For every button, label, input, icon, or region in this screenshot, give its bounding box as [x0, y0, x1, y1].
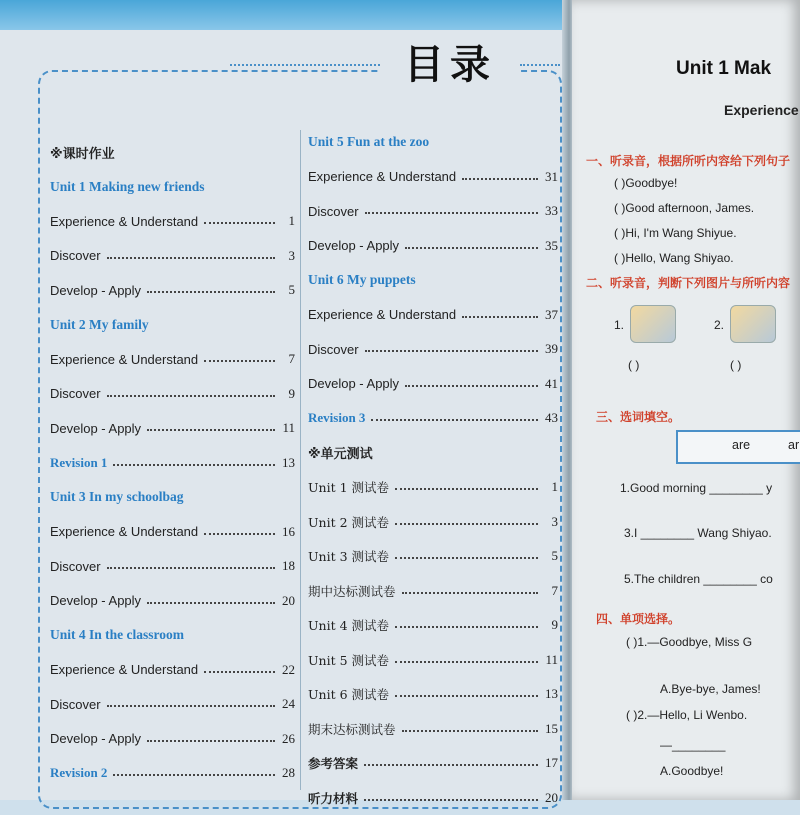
toc-leader-dots	[402, 592, 538, 594]
question-4-heading: 四、单项选择。	[596, 610, 680, 627]
q4-blank: —________	[660, 738, 725, 752]
toc-entry	[308, 539, 558, 574]
toc-entry-label: 期末达标测试卷	[308, 720, 396, 738]
toc-entry-label: Unit 1 Making new friends	[50, 179, 205, 195]
toc-entry-label: Unit 4 In the classroom	[50, 627, 184, 643]
toc-leader-dots	[395, 661, 538, 663]
toc-entry	[50, 618, 295, 653]
toc-entry-label: Experience & Understand	[308, 307, 456, 322]
q3-item: 5.The children ________ co	[624, 572, 773, 586]
toc-entry-label: Develop - Apply	[308, 238, 399, 253]
toc-entry	[308, 125, 558, 160]
toc-leader-dots	[395, 488, 538, 490]
q4-item: ( )2.—Hello, Li Wenbo.	[626, 708, 747, 722]
toc-leader-dots	[462, 316, 538, 318]
toc-leader-dots	[462, 178, 538, 180]
word-bank-word: ar	[788, 438, 799, 452]
toc-entry-label: Discover	[50, 559, 101, 574]
toc-leader-dots	[395, 626, 538, 628]
q3-item: 3.I ________ Wang Shiyao.	[624, 526, 772, 540]
toc-entry-label: Revision 2	[50, 765, 107, 781]
toc-entry	[50, 722, 295, 757]
toc-page-number: 3	[544, 514, 558, 530]
toc-page-number: 39	[544, 341, 558, 357]
q4-option: A.Goodbye!	[660, 764, 723, 778]
toc-title-wrap	[380, 40, 520, 90]
toc-entry	[50, 170, 295, 205]
toc-entry-label: Develop - Apply	[50, 731, 141, 746]
title-dotted-line-left	[230, 64, 380, 68]
toc-entry-label: Unit 4 测试卷	[308, 616, 389, 634]
toc-entry	[50, 273, 295, 308]
toc-page-number: 37	[544, 307, 558, 323]
toc-entry-label: Discover	[50, 248, 101, 263]
toc-entry	[50, 342, 295, 377]
toc-entry-label: Revision 3	[308, 410, 365, 426]
toc-page-number: 7	[281, 351, 295, 367]
column-divider	[300, 130, 301, 790]
picture-2	[730, 305, 776, 343]
toc-page-number: 17	[544, 755, 558, 771]
q1-item: ( )Hi, I'm Wang Shiyue.	[614, 226, 737, 240]
q1-item: ( )Goodbye!	[614, 176, 677, 190]
toc-page-number: 11	[281, 420, 295, 436]
toc-entry	[50, 377, 295, 412]
toc-page-number: 11	[544, 652, 558, 668]
q2-answer-paren: ( )	[628, 358, 639, 372]
question-2-heading: 二、听录音，判断下列图片与所听内容	[586, 274, 790, 291]
toc-leader-dots	[204, 360, 275, 362]
toc-entry	[308, 470, 558, 505]
toc-leader-dots	[113, 464, 275, 466]
toc-page-number: 18	[281, 558, 295, 574]
toc-entry	[308, 505, 558, 540]
toc-leader-dots	[395, 695, 538, 697]
toc-entry	[308, 746, 558, 781]
toc-entry-label: Unit 2 My family	[50, 317, 149, 333]
toc-entry	[308, 298, 558, 333]
toc-page-number: 20	[281, 593, 295, 609]
toc-entry	[308, 781, 558, 815]
toc-entry	[50, 515, 295, 550]
toc-entry-label: Revision 1	[50, 455, 107, 471]
toc-leader-dots	[147, 740, 275, 742]
toc-page-number: 9	[281, 386, 295, 402]
toc-page-number: 3	[281, 248, 295, 264]
toc-page-number: 16	[281, 524, 295, 540]
toc-entry	[50, 446, 295, 481]
toc-leader-dots	[402, 730, 538, 732]
toc-page-number: 1	[544, 479, 558, 495]
toc-entry	[308, 643, 558, 678]
toc-leader-dots	[147, 291, 275, 293]
toc-entry	[308, 574, 558, 609]
toc-page-number: 22	[281, 662, 295, 678]
toc-entry	[308, 677, 558, 712]
toc-leader-dots	[113, 774, 275, 776]
toc-entry-label: Unit 3 测试卷	[308, 547, 389, 565]
toc-page-number: 15	[544, 721, 558, 737]
toc-entry-label: 听力材料	[308, 789, 358, 807]
toc-entry-label: ※单元测试	[308, 443, 373, 462]
toc-leader-dots	[371, 419, 538, 421]
toc-entry	[50, 308, 295, 343]
toc-entry-label: Experience & Understand	[50, 662, 198, 677]
toc-entry-label: Unit 5 测试卷	[308, 651, 389, 669]
title-dotted-line-right	[520, 64, 560, 68]
toc-leader-dots	[364, 764, 538, 766]
toc-entry-label: Unit 2 测试卷	[308, 513, 389, 531]
question-3-heading: 三、选词填空。	[596, 408, 680, 425]
toc-leader-dots	[204, 222, 275, 224]
toc-leader-dots	[147, 602, 275, 604]
q4-item: ( )1.—Goodbye, Miss G	[626, 635, 752, 649]
toc-entry-label: Develop - Apply	[50, 421, 141, 436]
toc-leader-dots	[405, 385, 538, 387]
toc-page-number: 1	[281, 213, 295, 229]
toc-leader-dots	[204, 671, 275, 673]
q4-option: A.Bye-bye, James!	[660, 682, 761, 696]
toc-entry	[50, 480, 295, 515]
toc-entry	[308, 332, 558, 367]
toc-page-number: 28	[281, 765, 295, 781]
toc-entry	[308, 263, 558, 298]
word-bank-word: are	[732, 438, 750, 452]
toc-entry-label: Experience & Understand	[308, 169, 456, 184]
toc-leader-dots	[395, 523, 538, 525]
q2-answer-paren: ( )	[730, 358, 741, 372]
toc-leader-dots	[395, 557, 538, 559]
toc-entry	[50, 135, 295, 170]
toc-entry	[308, 401, 558, 436]
toc-page-number: 24	[281, 696, 295, 712]
toc-entry-label: Discover	[308, 204, 359, 219]
toc-title: 目录	[404, 42, 496, 88]
lesson-subtitle: Experience	[724, 102, 799, 118]
q3-item: 1.Good morning ________ y	[620, 481, 772, 495]
toc-page-number: 35	[544, 238, 558, 254]
unit-title: Unit 1 Mak	[676, 58, 771, 80]
toc-entry	[308, 608, 558, 643]
toc-page-number: 43	[544, 410, 558, 426]
toc-page-number: 13	[544, 686, 558, 702]
q2-number: 2.	[714, 318, 724, 332]
toc-page-number: 41	[544, 376, 558, 392]
toc-entry-label: 期中达标测试卷	[308, 582, 396, 600]
toc-entry	[50, 756, 295, 791]
toc-entry	[308, 367, 558, 402]
toc-leader-dots	[204, 533, 275, 535]
toc-entry	[50, 411, 295, 446]
toc-entry-label: Experience & Understand	[50, 352, 198, 367]
toc-entry-label: 参考答案	[308, 754, 358, 772]
toc-entry	[50, 687, 295, 722]
toc-leader-dots	[107, 395, 275, 397]
toc-entry	[50, 239, 295, 274]
q1-item: ( )Good afternoon, James.	[614, 201, 754, 215]
q1-item: ( )Hello, Wang Shiyao.	[614, 251, 734, 265]
toc-entry-label: Discover	[50, 386, 101, 401]
toc-right-column	[308, 125, 558, 815]
toc-entry-label: Unit 6 My puppets	[308, 272, 416, 288]
toc-entry	[308, 160, 558, 195]
q2-number: 1.	[614, 318, 624, 332]
toc-entry-label: ※课时作业	[50, 143, 115, 162]
toc-page-number: 33	[544, 203, 558, 219]
toc-page-number: 5	[281, 282, 295, 298]
toc-leader-dots	[365, 212, 538, 214]
picture-1	[630, 305, 676, 343]
toc-entry-label: Unit 5 Fun at the zoo	[308, 134, 429, 150]
toc-leader-dots	[107, 705, 275, 707]
toc-entry-label: Discover	[50, 697, 101, 712]
toc-page-number: 9	[544, 617, 558, 633]
toc-leader-dots	[147, 429, 275, 431]
toc-page-number: 31	[544, 169, 558, 185]
toc-page-number: 26	[281, 731, 295, 747]
toc-entry-label: Experience & Understand	[50, 214, 198, 229]
toc-entry-label: Develop - Apply	[50, 283, 141, 298]
question-1-heading: 一、听录音，根据所听内容给下列句子	[586, 152, 790, 169]
toc-page-number: 7	[544, 583, 558, 599]
toc-entry	[308, 436, 558, 471]
toc-entry-label: Experience & Understand	[50, 524, 198, 539]
toc-entry-label: Unit 6 测试卷	[308, 685, 389, 703]
toc-page-number: 5	[544, 548, 558, 564]
toc-entry-label: Unit 1 测试卷	[308, 478, 389, 496]
toc-leader-dots	[107, 567, 275, 569]
toc-left-column	[50, 135, 295, 791]
toc-entry	[308, 229, 558, 264]
right-page	[572, 0, 800, 800]
toc-entry	[308, 712, 558, 747]
toc-page-number: 20	[544, 790, 558, 806]
toc-entry-label: Develop - Apply	[50, 593, 141, 608]
toc-entry-label: Discover	[308, 342, 359, 357]
toc-leader-dots	[365, 350, 538, 352]
toc-entry	[50, 653, 295, 688]
toc-entry	[308, 194, 558, 229]
toc-entry-label: Unit 3 In my schoolbag	[50, 489, 184, 505]
toc-entry	[50, 584, 295, 619]
toc-page-number: 13	[281, 455, 295, 471]
toc-entry-label: Develop - Apply	[308, 376, 399, 391]
toc-entry	[50, 204, 295, 239]
toc-entry	[50, 549, 295, 584]
toc-leader-dots	[107, 257, 275, 259]
toc-leader-dots	[405, 247, 538, 249]
